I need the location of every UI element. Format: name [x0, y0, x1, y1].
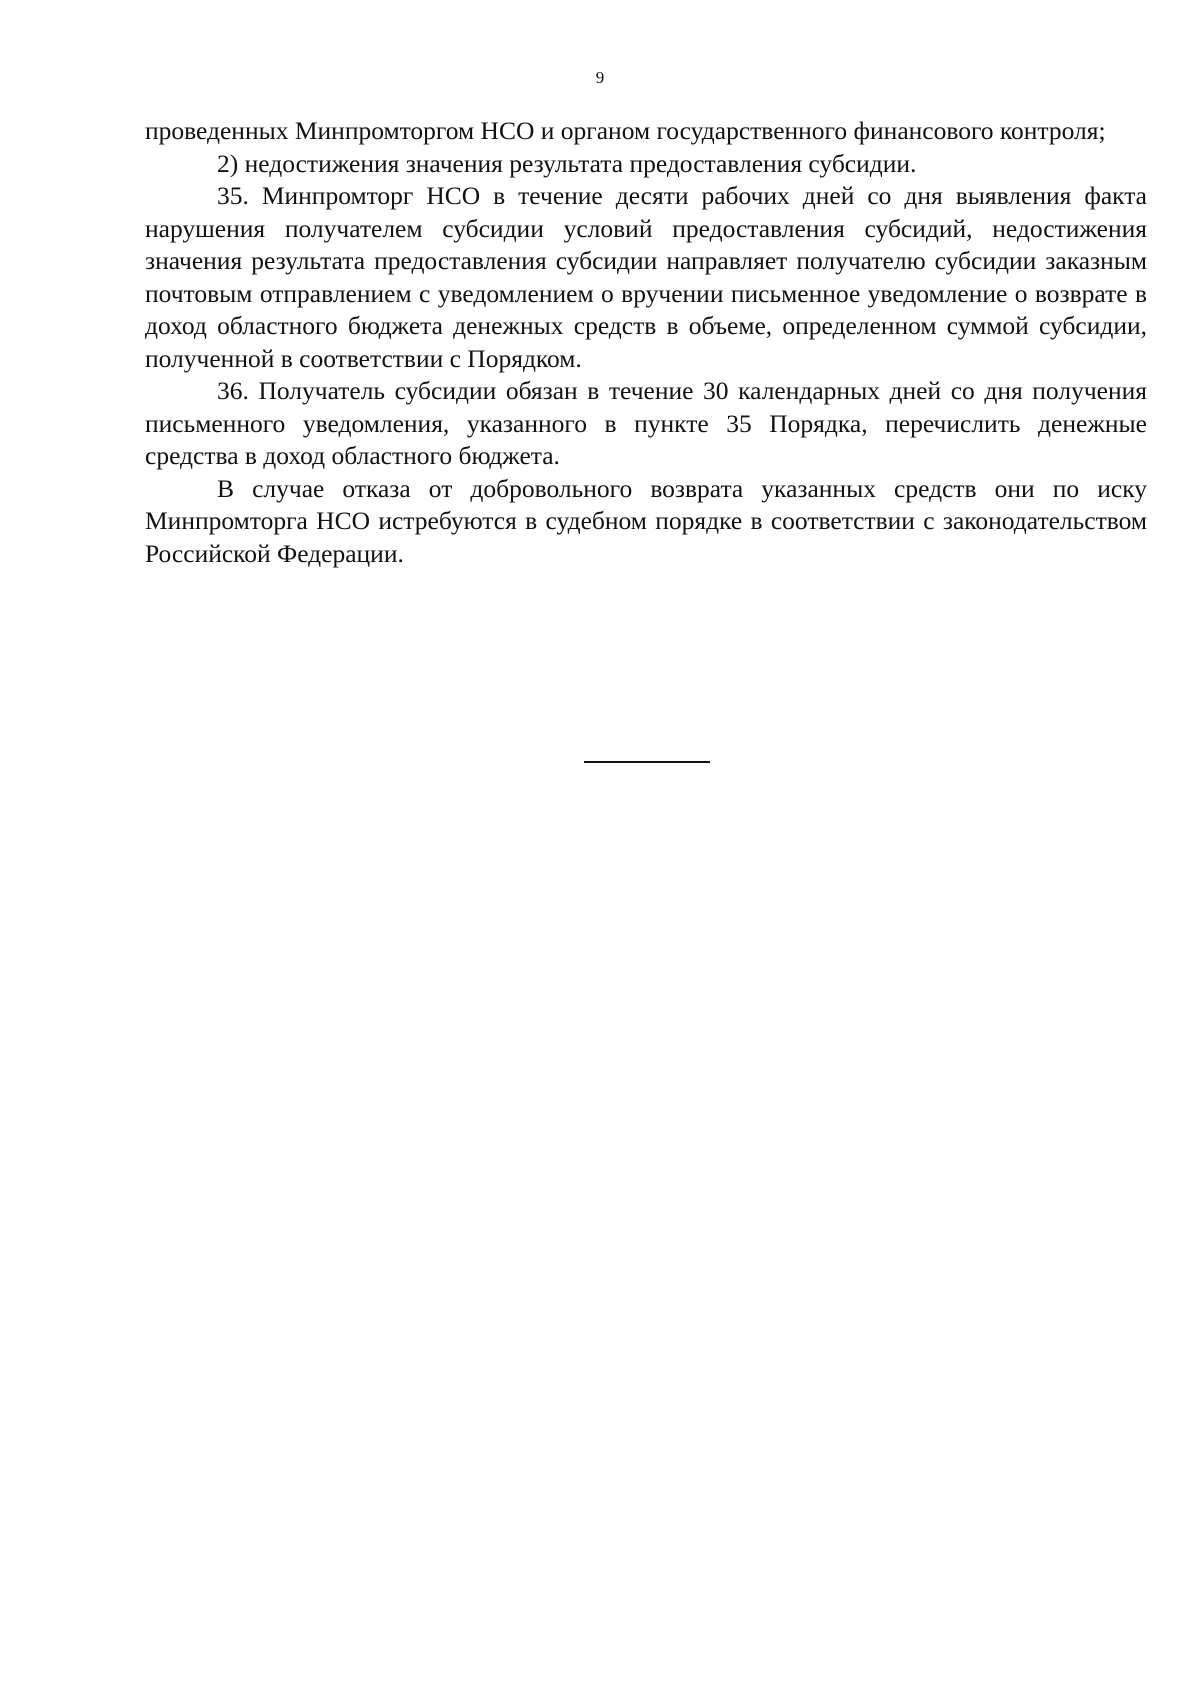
page-number: 9 [595, 68, 605, 87]
paragraph-refusal-case: В случае отказа от добровольного возврата указанных средств они по иску Минпромторга НСО истребуются в судебном порядке в соответствии с законодательством Российской Федерации. [145, 473, 1147, 568]
document-body [145, 115, 1147, 570]
paragraph-continuation: проведенных Минпромторгом НСО и органом государственного финансового контроля; [145, 116, 1106, 145]
paragraph-item-2: 2) недостижения значения результата предоставления субсидии. [217, 148, 917, 178]
end-of-document-rule [584, 761, 710, 763]
paragraph-item-36: 36. Получатель субсидии обязан в течение 30 календарных дней со дня получения письменного уведомления, указанного в пункте 35 Порядка, перечислить денежные средства в доход областного бюджета. [145, 376, 1147, 470]
paragraph-item-35: 35. Минпромторг НСО в течение десяти рабочих дней со дня выявления факта нарушения получателем субсидии условий предоставления субсидий, недостижения значения результата предоставления субсидии направляет получателю субсидии заказным почтовым отправлением с уведомлением о вручении письменное уведомление о возврате в доход областного бюджета денежных средств в объеме, определенном суммой субсидии, полученной в соответствии с Порядком. [145, 181, 1147, 373]
